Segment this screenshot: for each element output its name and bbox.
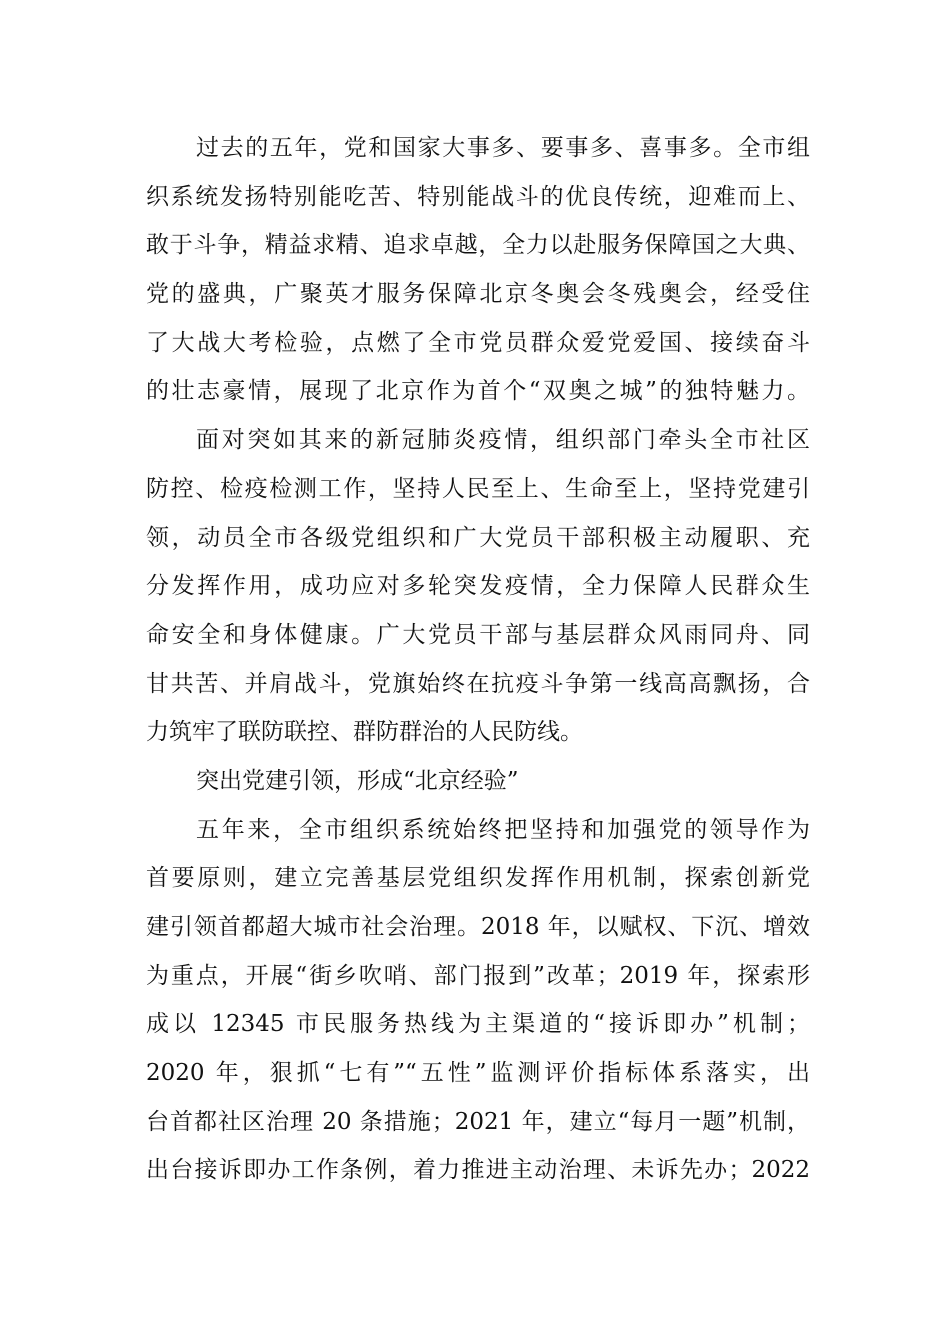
text-line: 敢于斗争，精益求精、追求卓越，全力以赴服务保障国之大典、 bbox=[146, 232, 810, 259]
text-line: 分发挥作用，成功应对多轮突发疫情，全力保障人民群众生 bbox=[146, 573, 810, 600]
text-line: 过去的五年，党和国家大事多、要事多、喜事多。全市组 bbox=[196, 135, 810, 161]
paragraph-1 bbox=[146, 124, 810, 416]
text-line: 首要原则，建立完善基层党组织发挥作用机制，探索创新党 bbox=[146, 865, 810, 892]
heading-line: 突出党建引领，形成“北京经验” bbox=[196, 767, 519, 794]
text-line: 了大战大考检验，点燃了全市党员群众爱党爱国、接续奋斗 bbox=[146, 329, 810, 356]
text-line: 为重点，开展“街乡吹哨、部门报到”改革；2019 年，探索形 bbox=[146, 962, 810, 989]
text-line: 2020 年，狠抓“七有”“五性”监测评价指标体系落实，出 bbox=[146, 1060, 810, 1087]
paragraph-2 bbox=[146, 416, 810, 757]
text-line: 建引领首都超大城市社会治理。2018 年，以赋权、下沉、增效 bbox=[146, 914, 810, 940]
text-line: 台首都社区治理 20 条措施；2021 年，建立“每月一题”机制， bbox=[146, 1108, 810, 1135]
text-line: 成以 12345 市民服务热线为主渠道的“接诉即办”机制； bbox=[146, 1011, 810, 1038]
text-line: 力筑牢了联防联控、群防群治的人民防线。 bbox=[146, 719, 583, 746]
text-line: 出台接诉即办工作条例，着力推进主动治理、未诉先办；2022 bbox=[146, 1157, 810, 1184]
text-line: 党的盛典，广聚英才服务保障北京冬奥会冬残奥会，经受住 bbox=[146, 281, 810, 308]
text-line: 面对突如其来的新冠肺炎疫情，组织部门牵头全市社区 bbox=[196, 427, 810, 454]
text-line: 命安全和身体健康。广大党员干部与基层群众风雨同舟、同 bbox=[146, 621, 810, 648]
document-body bbox=[146, 124, 810, 1195]
text-line: 织系统发扬特别能吃苦、特别能战斗的优良传统，迎难而上、 bbox=[146, 183, 810, 210]
section-heading bbox=[146, 757, 810, 806]
text-line: 领，动员全市各级党组织和广大党员干部积极主动履职、充 bbox=[146, 524, 810, 551]
text-line: 防控、检疫检测工作，坚持人民至上、生命至上，坚持党建引 bbox=[146, 475, 810, 502]
paragraph-3 bbox=[146, 806, 810, 1196]
text-line: 的壮志豪情，展现了北京作为首个“双奥之城”的独特魅力。 bbox=[146, 378, 810, 405]
text-line: 甘共苦、并肩战斗，党旗始终在抗疫斗争第一线高高飘扬，合 bbox=[146, 670, 810, 697]
text-line: 五年来，全市组织系统始终把坚持和加强党的领导作为 bbox=[196, 816, 810, 843]
